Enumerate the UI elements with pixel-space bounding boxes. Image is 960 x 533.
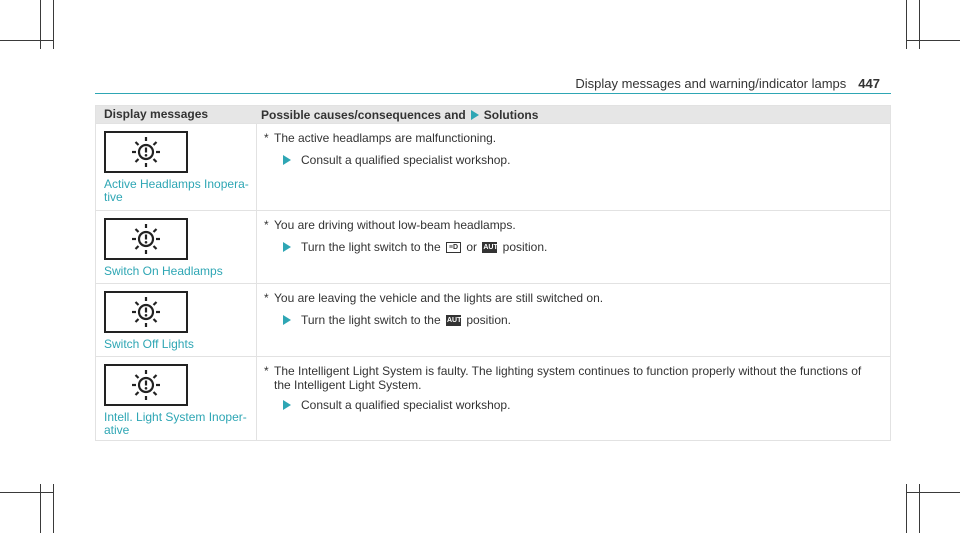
arrow-right-icon	[283, 155, 291, 165]
column-header-messages: Display messages	[104, 107, 209, 121]
headlamp-warning-icon	[104, 218, 188, 260]
arrow-right-icon	[283, 242, 291, 252]
arrow-right-icon	[283, 315, 291, 325]
cause-text: * The Intelligent Light System is faulty. The lighting system continues to function properly without the functions of the Intelligent Light System.	[264, 364, 862, 392]
headlamp-warning-icon	[104, 131, 188, 173]
page-number: 447	[858, 76, 880, 91]
display-message: Switch On Headlamps	[104, 264, 223, 278]
column-header-causes: Possible causes/consequences and Solutions	[261, 108, 539, 122]
display-message: Switch Off Lights	[104, 337, 194, 351]
arrow-right-icon	[471, 110, 479, 120]
display-message: Active Headlamps Inopera- tive	[104, 177, 249, 204]
header-rule	[95, 93, 891, 94]
headlamp-warning-icon	[104, 364, 188, 406]
crop-mark	[0, 492, 54, 493]
crop-mark	[919, 0, 920, 49]
cause-text: * The active headlamps are malfunctioning.	[264, 131, 497, 145]
auto-light-icon: AUTO	[446, 317, 467, 325]
solution-step: Turn the light switch to the AUTO position.	[283, 313, 511, 327]
table-header	[96, 106, 890, 123]
cause-text: * You are driving without low-beam headlamps.	[264, 218, 516, 232]
table-row	[96, 356, 890, 442]
table-row	[96, 123, 890, 211]
crop-mark	[906, 0, 907, 49]
solution-step: Consult a qualified specialist workshop.	[283, 153, 510, 167]
page-header	[575, 76, 880, 91]
table-row	[96, 210, 890, 284]
crop-mark	[906, 492, 960, 493]
arrow-right-icon	[283, 400, 291, 410]
display-message: Intell. Light System Inoper- ative	[104, 410, 247, 437]
crop-mark	[53, 0, 54, 49]
table-row	[96, 283, 890, 357]
low-beam-icon: ≡D	[446, 242, 461, 253]
crop-mark	[0, 40, 54, 41]
auto-light-icon: AUTO	[483, 244, 504, 252]
headlamp-warning-icon	[104, 291, 188, 333]
messages-table	[95, 105, 891, 441]
solution-step: Turn the light switch to the ≡D or AUTO position.	[283, 240, 547, 254]
cause-text: * You are leaving the vehicle and the lights are still switched on.	[264, 291, 604, 305]
section-title: Display messages and warning/indicator lamps	[575, 76, 847, 91]
crop-mark	[40, 0, 41, 49]
crop-mark	[906, 40, 960, 41]
solution-step: Consult a qualified specialist workshop.	[283, 398, 510, 412]
